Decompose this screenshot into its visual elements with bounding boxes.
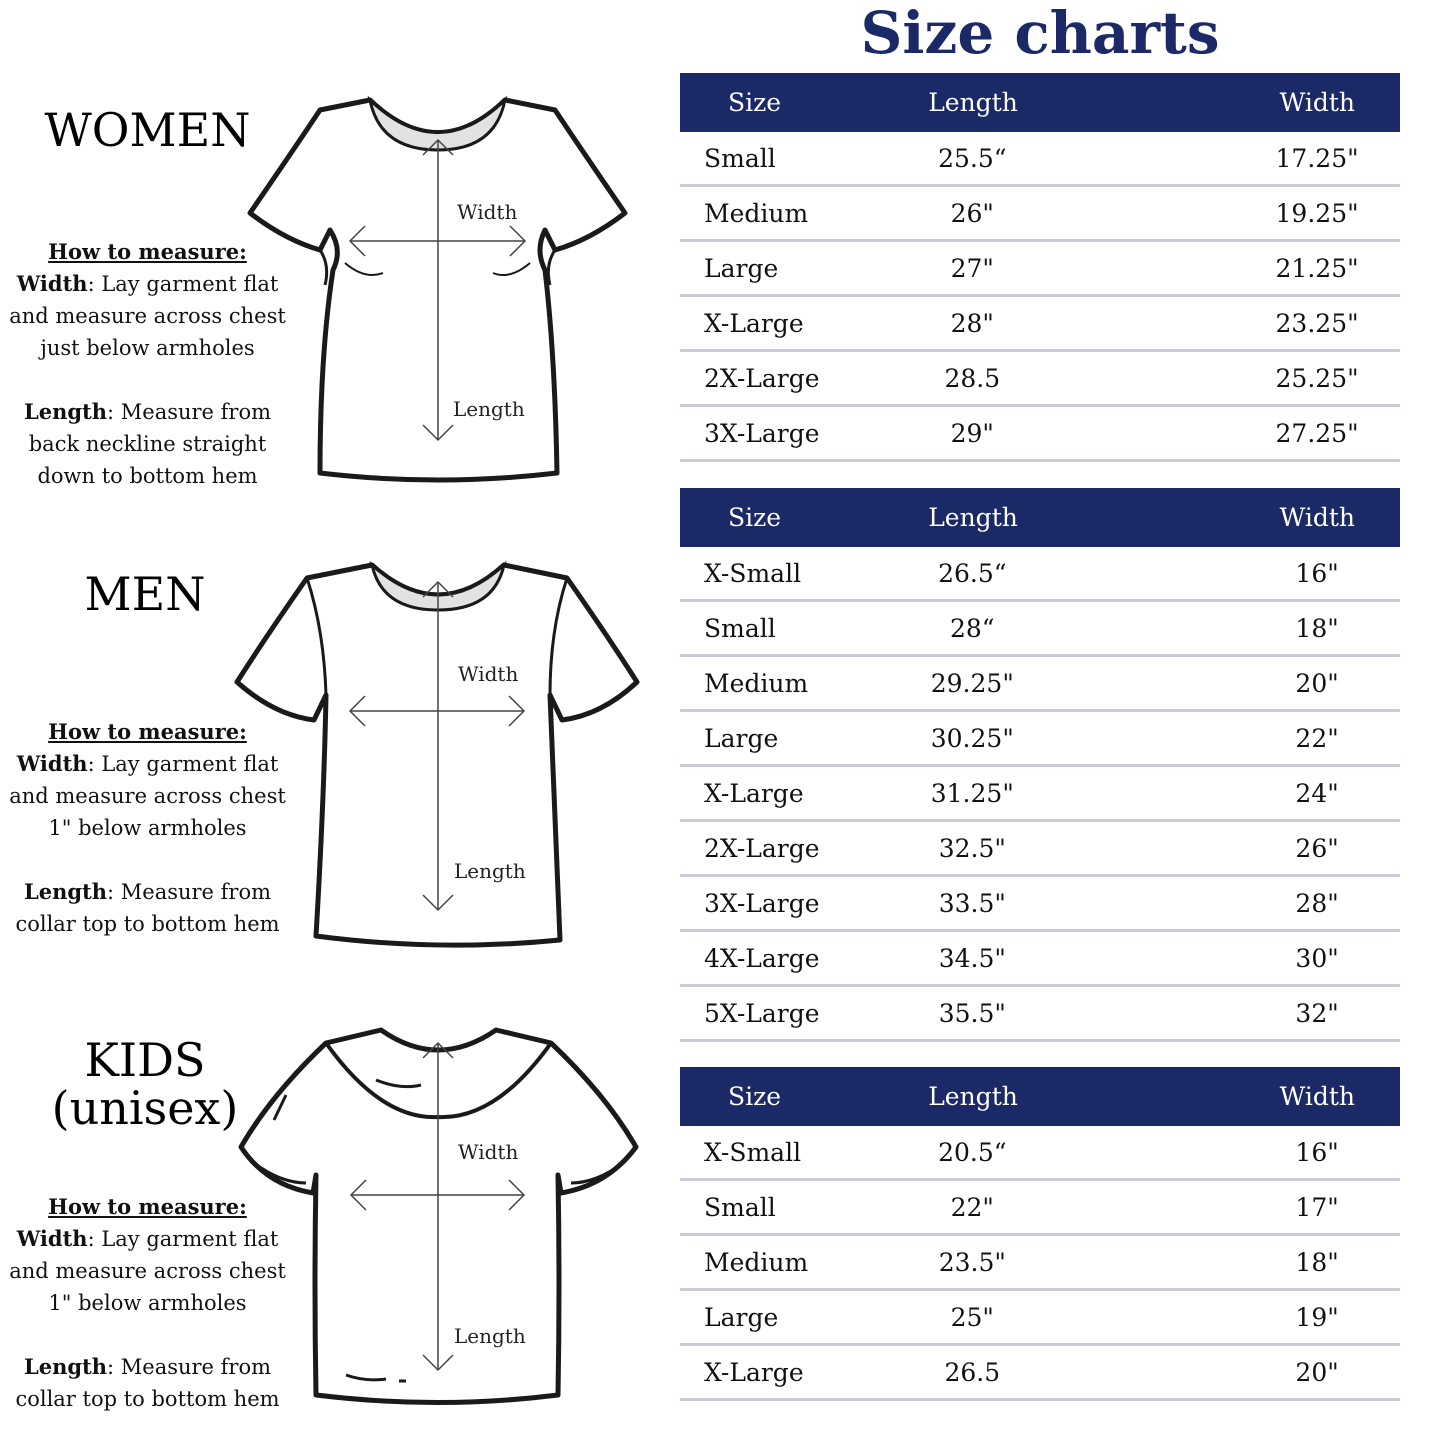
women-shirt-icon xyxy=(245,95,630,490)
men-cell-length: 31.25" xyxy=(930,778,1014,808)
kids-cell-length: 22" xyxy=(950,1192,994,1222)
kids-cell-width: 16" xyxy=(1295,1137,1339,1167)
women-header-length: Length xyxy=(928,88,1018,117)
men-cell-size: Large xyxy=(704,723,779,753)
table-row xyxy=(680,297,1400,352)
men-cell-length: 29.25" xyxy=(930,668,1014,698)
table-row xyxy=(680,352,1400,407)
women-header-width: Width xyxy=(1279,88,1355,117)
kids-cell-size: Large xyxy=(704,1302,779,1332)
kids-length-term: Length xyxy=(23,1354,108,1379)
kids-shirt-icon xyxy=(236,1025,641,1410)
women-cell-size: Medium xyxy=(704,198,809,228)
men-width-label: Width xyxy=(458,662,519,686)
table-row xyxy=(680,932,1400,987)
men-section-label: MEN xyxy=(84,567,206,621)
women-size-table xyxy=(680,73,1400,462)
table-row xyxy=(680,242,1400,297)
kids-width-text: : Lay garment flat and measure across chest 1" below armholes xyxy=(9,1227,286,1315)
kids-cell-width: 20" xyxy=(1295,1357,1339,1387)
women-cell-width: 21.25" xyxy=(1275,253,1359,283)
table-row xyxy=(680,1291,1400,1346)
women-cell-size: 3X-Large xyxy=(704,418,820,448)
women-cell-width: 25.25" xyxy=(1275,363,1359,393)
men-cell-size: X-Large xyxy=(704,778,804,808)
men-cell-size: 3X-Large xyxy=(704,888,820,918)
women-cell-length: 28" xyxy=(950,308,994,338)
table-row xyxy=(680,712,1400,767)
women-cell-size: Large xyxy=(704,253,779,283)
table-row xyxy=(680,187,1400,242)
men-length-text: : Measure from collar top to bottom hem xyxy=(15,880,280,936)
men-cell-size: Medium xyxy=(704,668,809,698)
women-cell-width: 17.25" xyxy=(1275,143,1359,173)
kids-how-to-measure-heading: How to measure: xyxy=(48,1194,247,1219)
table-row xyxy=(680,132,1400,187)
kids-cell-size: X-Large xyxy=(704,1357,804,1387)
kids-cell-length: 26.5 xyxy=(944,1357,1001,1387)
women-cell-length: 28.5 xyxy=(944,363,1001,393)
kids-table-header xyxy=(680,1067,1400,1126)
kids-cell-size: Small xyxy=(704,1192,776,1222)
kids-cell-size: X-Small xyxy=(704,1137,802,1167)
kids-cell-width: 17" xyxy=(1295,1192,1339,1222)
men-cell-width: 28" xyxy=(1295,888,1339,918)
men-cell-width: 18" xyxy=(1295,613,1339,643)
kids-cell-length: 25" xyxy=(950,1302,994,1332)
table-row xyxy=(680,407,1400,462)
men-width-term: Width xyxy=(16,751,88,776)
men-cell-width: 26" xyxy=(1295,833,1339,863)
table-row xyxy=(680,987,1400,1042)
table-row xyxy=(680,822,1400,877)
kids-width-label: Width xyxy=(458,1140,519,1164)
men-cell-width: 24" xyxy=(1295,778,1339,808)
kids-label-line2: (unisex) xyxy=(51,1081,239,1135)
men-cell-length: 30.25" xyxy=(930,723,1014,753)
women-cell-width: 19.25" xyxy=(1275,198,1359,228)
men-cell-size: 2X-Large xyxy=(704,833,820,863)
men-cell-size: 5X-Large xyxy=(704,998,820,1028)
kids-header-length: Length xyxy=(928,1082,1018,1111)
kids-width-term: Width xyxy=(16,1226,88,1251)
kids-cell-width: 18" xyxy=(1295,1247,1339,1277)
men-shirt-icon xyxy=(232,560,644,950)
kids-section-label xyxy=(20,1033,270,1135)
table-row xyxy=(680,1126,1400,1181)
men-cell-length: 32.5" xyxy=(938,833,1006,863)
table-row xyxy=(680,1236,1400,1291)
women-cell-size: X-Large xyxy=(704,308,804,338)
kids-cell-width: 19" xyxy=(1295,1302,1339,1332)
women-section-label: WOMEN xyxy=(44,103,251,157)
kids-length-label: Length xyxy=(454,1324,526,1348)
women-cell-size: Small xyxy=(704,143,776,173)
women-cell-length: 29" xyxy=(950,418,994,448)
men-length-label: Length xyxy=(454,859,526,883)
men-size-table xyxy=(680,488,1400,1042)
kids-length-text: : Measure from collar top to bottom hem xyxy=(15,1355,280,1411)
men-cell-length: 35.5" xyxy=(938,998,1006,1028)
kids-label-line1: KIDS xyxy=(84,1033,206,1087)
women-cell-width: 23.25" xyxy=(1275,308,1359,338)
men-cell-width: 16" xyxy=(1295,558,1339,588)
women-cell-length: 27" xyxy=(950,253,994,283)
table-row xyxy=(680,1346,1400,1401)
women-table-header xyxy=(680,73,1400,132)
men-cell-width: 22" xyxy=(1295,723,1339,753)
table-row xyxy=(680,1181,1400,1236)
men-cell-length: 34.5" xyxy=(938,943,1006,973)
women-cell-length: 26" xyxy=(950,198,994,228)
women-width-text: : Lay garment flat and measure across chest just below armholes xyxy=(9,272,286,360)
table-row xyxy=(680,602,1400,657)
men-header-length: Length xyxy=(928,503,1018,532)
kids-size-table xyxy=(680,1067,1400,1401)
men-header-size: Size xyxy=(728,503,782,532)
women-width-label: Width xyxy=(457,200,518,224)
table-row xyxy=(680,657,1400,712)
table-row xyxy=(680,767,1400,822)
men-cell-length: 28“ xyxy=(949,613,995,643)
women-cell-width: 27.25" xyxy=(1275,418,1359,448)
women-cell-length: 25.5“ xyxy=(938,143,1007,173)
men-cell-length: 26.5“ xyxy=(938,558,1007,588)
men-header-width: Width xyxy=(1279,503,1355,532)
women-length-text: : Measure from back neckline straight down to bottom hem xyxy=(28,400,272,488)
women-header-size: Size xyxy=(728,88,782,117)
page-title: Size charts xyxy=(860,0,1220,67)
table-row xyxy=(680,547,1400,602)
women-length-term: Length xyxy=(23,399,108,424)
men-width-text: : Lay garment flat and measure across chest 1" below armholes xyxy=(9,752,286,840)
men-length-term: Length xyxy=(23,879,108,904)
kids-header-width: Width xyxy=(1279,1082,1355,1111)
kids-header-size: Size xyxy=(728,1082,782,1111)
kids-cell-size: Medium xyxy=(704,1247,809,1277)
kids-cell-length: 23.5" xyxy=(938,1247,1006,1277)
men-cell-size: 4X-Large xyxy=(704,943,820,973)
men-cell-width: 20" xyxy=(1295,668,1339,698)
women-cell-size: 2X-Large xyxy=(704,363,820,393)
men-cell-width: 30" xyxy=(1295,943,1339,973)
men-cell-width: 32" xyxy=(1295,998,1339,1028)
men-cell-size: X-Small xyxy=(704,558,802,588)
men-cell-length: 33.5" xyxy=(938,888,1006,918)
table-row xyxy=(680,877,1400,932)
kids-cell-length: 20.5“ xyxy=(938,1137,1007,1167)
women-how-to-measure-heading: How to measure: xyxy=(48,239,247,264)
men-table-header xyxy=(680,488,1400,547)
women-length-label: Length xyxy=(453,397,525,421)
women-width-term: Width xyxy=(16,271,88,296)
men-how-to-measure-heading: How to measure: xyxy=(48,719,247,744)
men-cell-size: Small xyxy=(704,613,776,643)
